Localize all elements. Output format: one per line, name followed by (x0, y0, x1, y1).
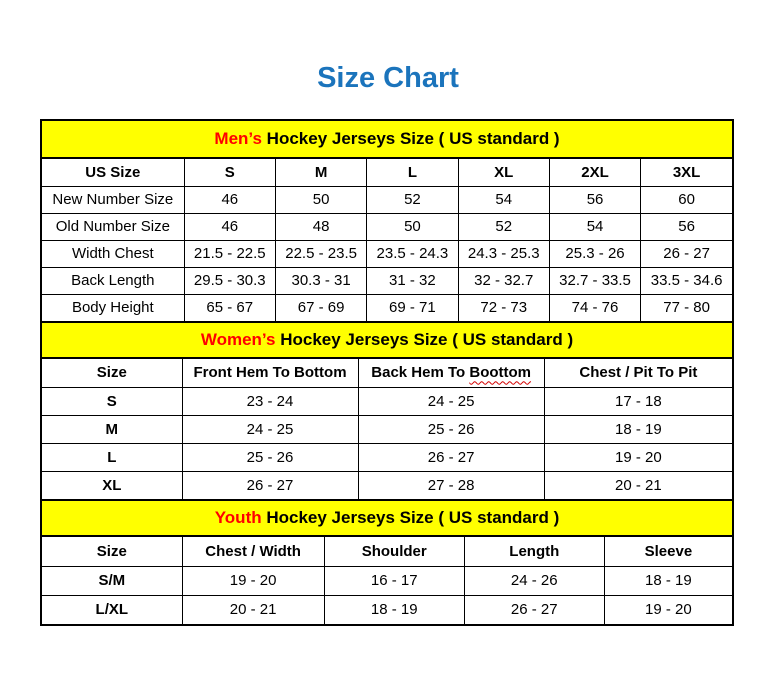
table-cell: 46 (184, 213, 275, 240)
table-cell: 23 - 24 (182, 387, 358, 415)
table-header-cell: 3XL (641, 159, 732, 186)
row-label: L (42, 443, 182, 471)
mens-section-band (42, 121, 732, 159)
mens-header-row (42, 159, 732, 186)
table-cell: 17 - 18 (544, 387, 732, 415)
table-header-cell: Size (42, 359, 182, 387)
youth-section-band (42, 499, 732, 537)
row-label: Back Length (42, 267, 184, 294)
table-cell: 16 - 17 (324, 566, 464, 595)
womens-size-table (42, 359, 732, 499)
table-cell: 54 (458, 186, 549, 213)
table-cell: 27 - 28 (358, 471, 544, 499)
table-header-cell: Chest / Pit To Pit (544, 359, 732, 387)
table-header-cell: 2XL (549, 159, 640, 186)
table-cell: 48 (275, 213, 366, 240)
womens-band-rest: Hockey Jerseys Size ( US standard ) (275, 330, 574, 349)
table-cell: 20 - 21 (182, 595, 324, 624)
table-row (42, 566, 732, 595)
table-cell: 60 (641, 186, 732, 213)
row-label: L/XL (42, 595, 182, 624)
table-row (42, 267, 732, 294)
table-cell: 25 - 26 (182, 443, 358, 471)
table-header-cell: Shoulder (324, 537, 464, 566)
mens-band-rest: Hockey Jerseys Size ( US standard ) (261, 129, 560, 148)
table-cell: 19 - 20 (544, 443, 732, 471)
table-cell: 24 - 25 (358, 387, 544, 415)
youth-band-highlight: Youth (214, 508, 262, 527)
table-cell: 18 - 19 (324, 595, 464, 624)
table-cell: 52 (367, 186, 458, 213)
table-cell: 26 - 27 (641, 240, 732, 267)
table-header-cell: Length (464, 537, 604, 566)
row-label: New Number Size (42, 186, 184, 213)
womens-header-row (42, 359, 732, 387)
table-cell: 24.3 - 25.3 (458, 240, 549, 267)
table-cell: 22.5 - 23.5 (275, 240, 366, 267)
table-cell: 25.3 - 26 (549, 240, 640, 267)
womens-band-highlight: Women’s (200, 330, 276, 349)
mens-band-highlight: Men’s (214, 129, 262, 148)
size-chart (40, 119, 734, 626)
table-header-cell: US Size (42, 159, 184, 186)
table-row (42, 186, 732, 213)
table-cell: 50 (367, 213, 458, 240)
table-cell: 32 - 32.7 (458, 267, 549, 294)
table-header-cell: Chest / Width (182, 537, 324, 566)
table-cell: 72 - 73 (458, 294, 549, 321)
table-row (42, 443, 732, 471)
table-cell: 52 (458, 213, 549, 240)
table-row (42, 240, 732, 267)
table-header-cell: XL (458, 159, 549, 186)
table-row (42, 595, 732, 624)
table-row (42, 213, 732, 240)
table-cell: 74 - 76 (549, 294, 640, 321)
mens-size-table (42, 159, 732, 321)
table-cell: 18 - 19 (544, 415, 732, 443)
row-label: S/M (42, 566, 182, 595)
table-header-cell: L (367, 159, 458, 186)
table-cell: 69 - 71 (367, 294, 458, 321)
table-cell: 26 - 27 (464, 595, 604, 624)
table-cell: 30.3 - 31 (275, 267, 366, 294)
youth-band-rest: Hockey Jerseys Size ( US standard ) (261, 508, 560, 527)
table-cell: 65 - 67 (184, 294, 275, 321)
table-header-cell: Size (42, 537, 182, 566)
table-cell: 56 (549, 186, 640, 213)
table-cell: 26 - 27 (182, 471, 358, 499)
table-cell: 24 - 25 (182, 415, 358, 443)
table-cell: 67 - 69 (275, 294, 366, 321)
table-header-cell: M (275, 159, 366, 186)
table-row (42, 471, 732, 499)
table-header-cell: Front Hem To Bottom (182, 359, 358, 387)
table-cell: 33.5 - 34.6 (641, 267, 732, 294)
table-cell: 46 (184, 186, 275, 213)
table-cell: 21.5 - 22.5 (184, 240, 275, 267)
table-header-cell: Sleeve (604, 537, 732, 566)
row-label: M (42, 415, 182, 443)
table-row (42, 387, 732, 415)
table-cell: 77 - 80 (641, 294, 732, 321)
table-cell: 20 - 21 (544, 471, 732, 499)
row-label: S (42, 387, 182, 415)
table-cell: 50 (275, 186, 366, 213)
table-cell: 32.7 - 33.5 (549, 267, 640, 294)
table-header-cell: S (184, 159, 275, 186)
row-label: Body Height (42, 294, 184, 321)
table-cell: 25 - 26 (358, 415, 544, 443)
back-hem-prefix: Back Hem To (371, 364, 470, 382)
table-cell: 31 - 32 (367, 267, 458, 294)
youth-header-row (42, 537, 732, 566)
table-cell: 23.5 - 24.3 (367, 240, 458, 267)
table-row (42, 415, 732, 443)
table-cell: 19 - 20 (604, 595, 732, 624)
page-title: Size Chart (317, 62, 459, 94)
youth-size-table (42, 537, 732, 624)
table-cell: 19 - 20 (182, 566, 324, 595)
row-label: Width Chest (42, 240, 184, 267)
back-hem-misspelled-word: Boottom (469, 364, 532, 382)
table-header-cell (358, 359, 544, 387)
table-cell: 18 - 19 (604, 566, 732, 595)
row-label: Old Number Size (42, 213, 184, 240)
womens-section-band (42, 321, 732, 359)
row-label: XL (42, 471, 182, 499)
table-cell: 26 - 27 (358, 443, 544, 471)
table-cell: 56 (641, 213, 732, 240)
table-cell: 29.5 - 30.3 (184, 267, 275, 294)
table-cell: 24 - 26 (464, 566, 604, 595)
table-cell: 54 (549, 213, 640, 240)
table-row (42, 294, 732, 321)
